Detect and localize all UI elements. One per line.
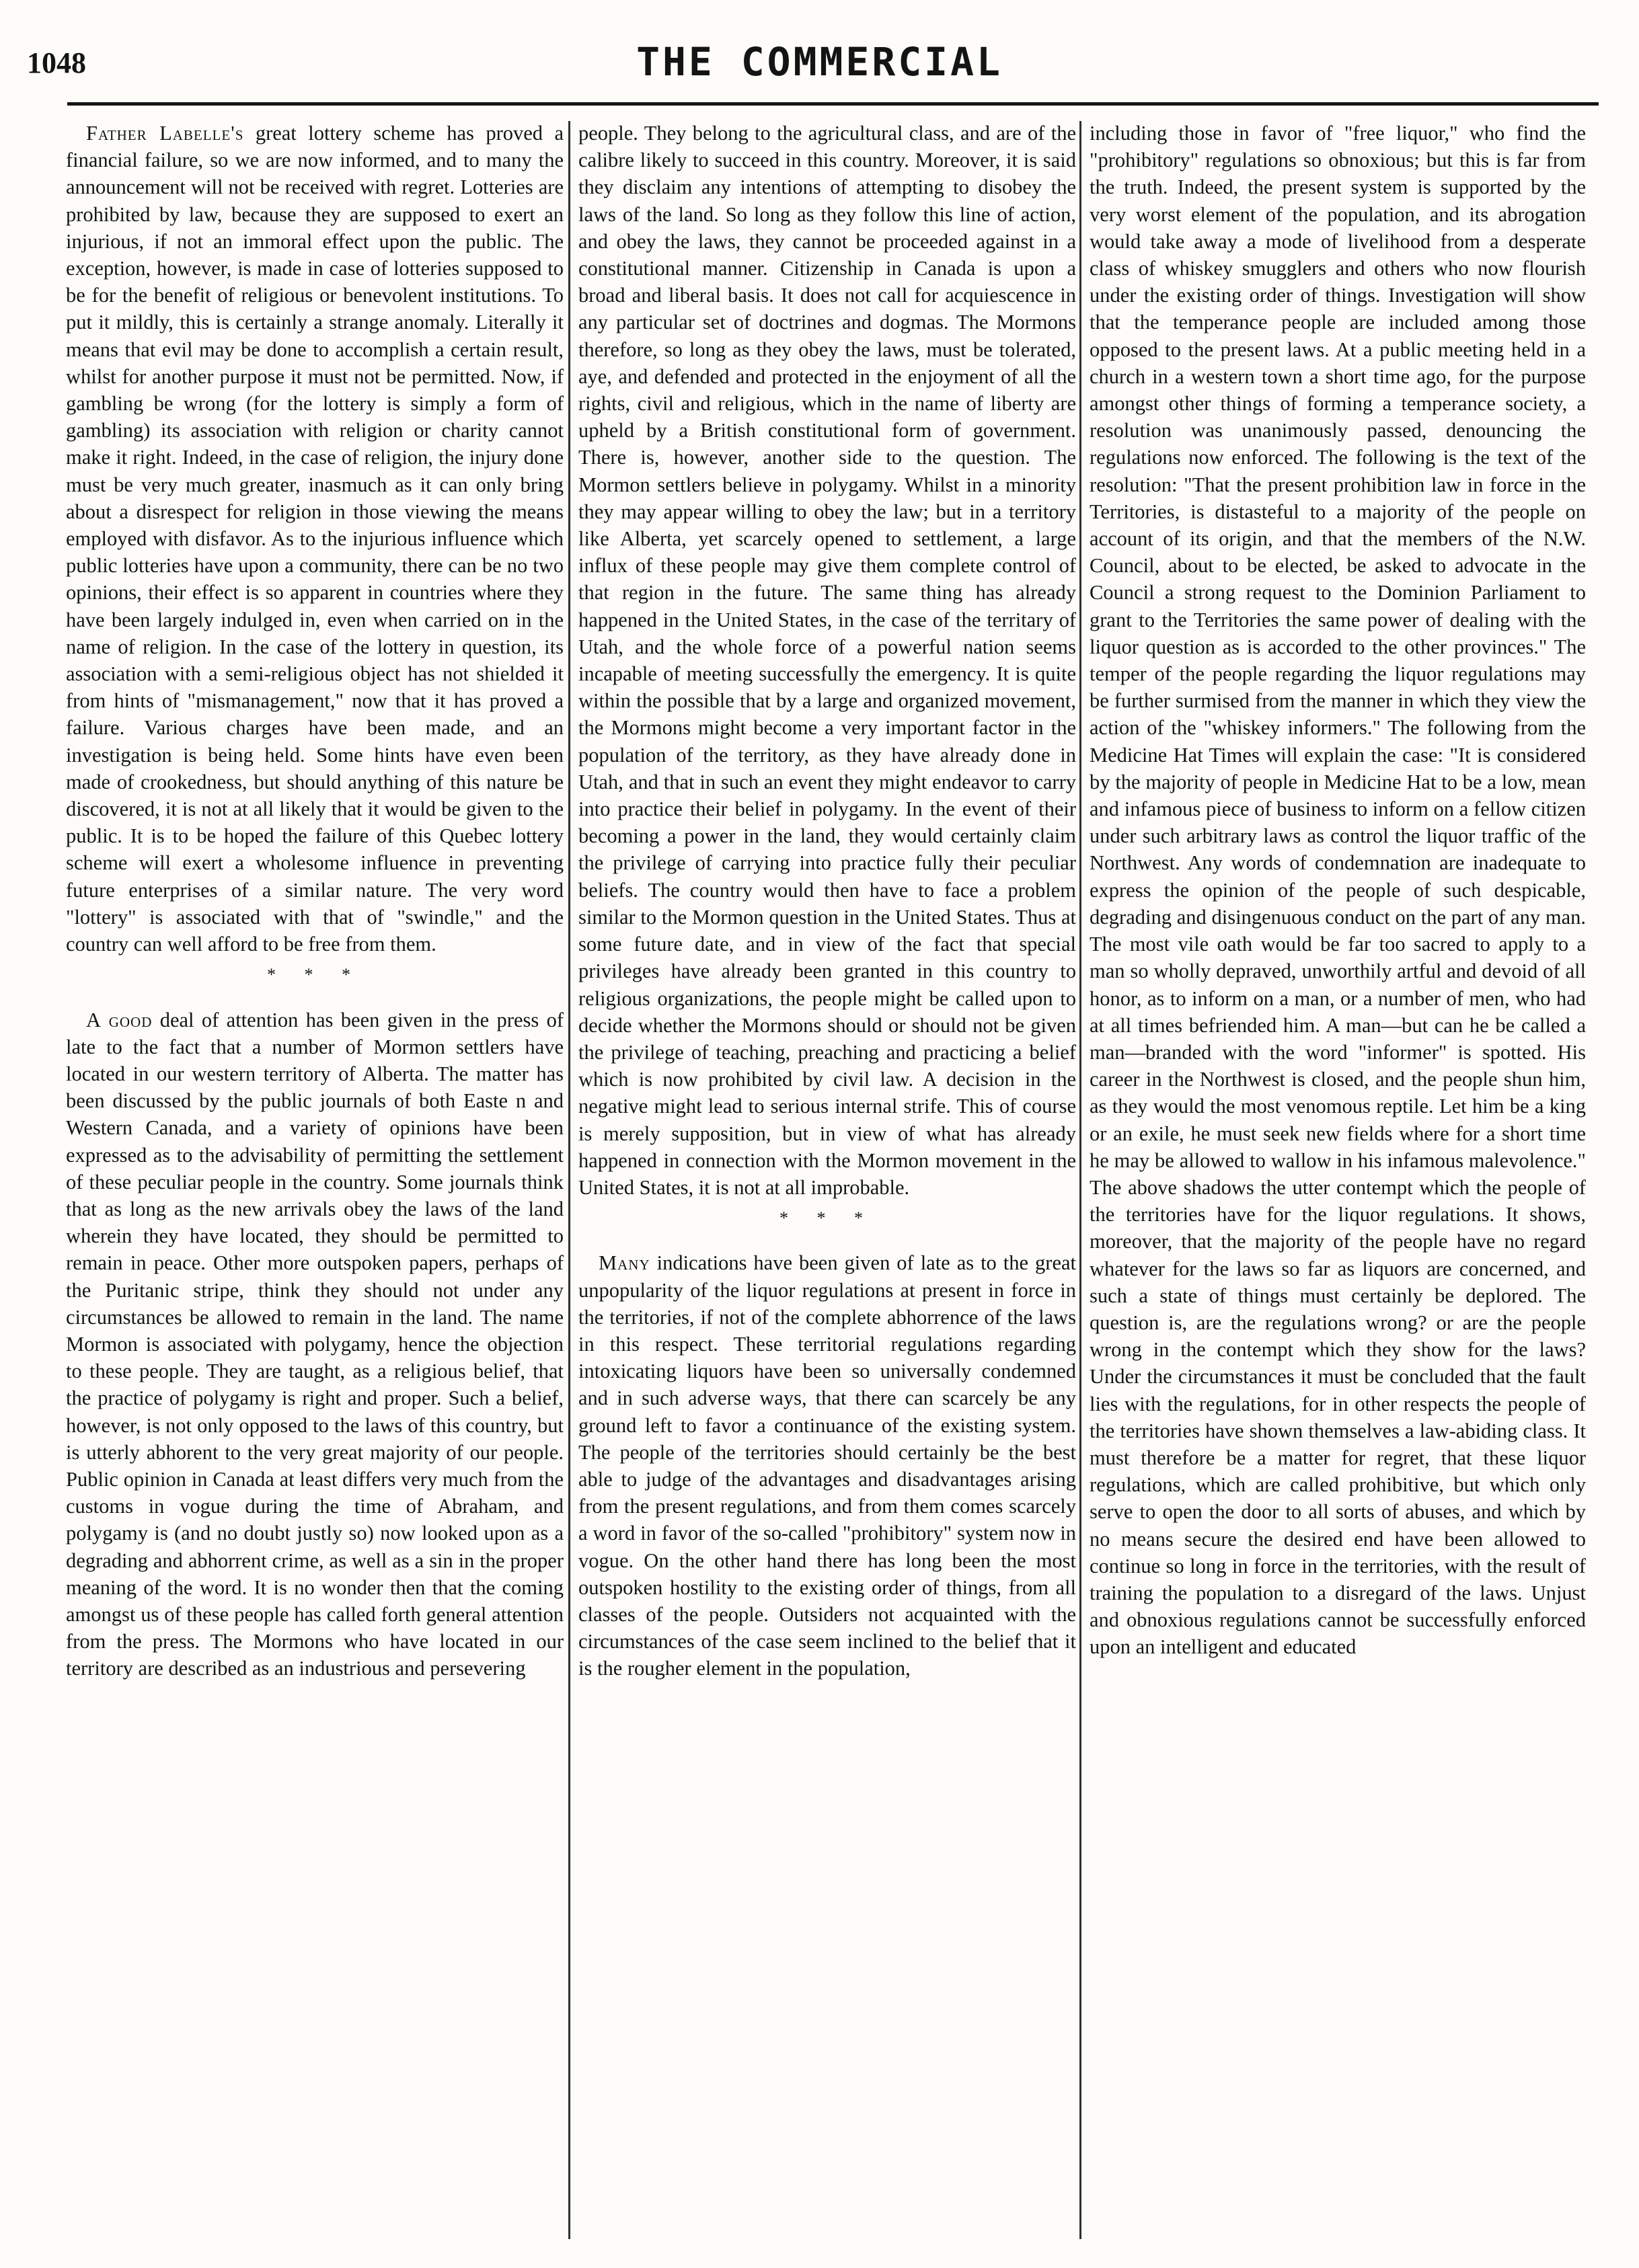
article-lead: Many bbox=[599, 1251, 650, 1275]
column-rule bbox=[568, 121, 570, 2239]
column-3 bbox=[1090, 120, 1586, 1661]
article-lottery bbox=[66, 120, 564, 957]
article-liquor bbox=[578, 1249, 1076, 1682]
article-body: deal of attention has been given in the press of late to the fact that a number of Mormon settlers have located in our western territory of Alberta. The matter has been discussed by the public journals of both Easte n and Western Canada, and a variety of opinions have been expressed as to the advisability of permitting the settlement of these peculiar people in the country. Some journals think that as long as the new arrivals obey the laws of the land wherein they have located, they should be permitted to remain in peace. Other more outspoken papers, perhaps of the Puritanic stripe, think they should not under any circumstances be allowed to remain in the land. The name Mormon is associated with polygamy, hence the objection to these people. They are taught, as a religious belief, that the practice of polygamy is right and proper. Such a belief, however, is not only opposed to the laws of this country, but is utterly abhorent to the very great majority of our people. Public opinion in Canada at least differs very much from the customs in vogue during the time of Abraham, and polygamy is (and no doubt justly so) now looked upon as a degrading and abhorrent crime, as well as a sin in the proper meaning of the word. It is no wonder then that the coming amongst us of these people has called forth general attention from the press. The Mormons who have located in our territory are described as an industrious and persevering bbox=[66, 1008, 564, 1680]
column-2 bbox=[578, 120, 1076, 1682]
article-mormons bbox=[66, 1007, 564, 1682]
section-separator: * * * bbox=[779, 1208, 875, 1228]
column-1 bbox=[66, 120, 564, 1682]
page-number: 1048 bbox=[27, 46, 86, 79]
article-lead: A good bbox=[86, 1008, 153, 1031]
article-liquor-continued: including those in favor of "free liquor," who find the "prohibitory" regulations so obnoxious; but this is far from the truth. Indeed, the present system is supported by the very worst element of the population, and its abrogation would take away a mode of livelihood from a desperate class of whiskey smugglers and others who now flourish under the existing order of things. Investigation will show that the temperance people are included among those opposed to the present laws. At a public meeting held in a church in a western town a short time ago, for the purpose amongst other things of forming a temperance society, a resolution was unanimously passed, denouncing the regulations now enforced. The following is the text of the resolution: "That the present prohibition law in force in the Territories, is distasteful to a majority of the people on account of its origin, and that the members of the N.W. Council, about to be elected, be asked to advocate in the Council a strong request to the Dominion Parliament to grant to the Territories the same power of dealing with the liquor question as is accorded to the other provinces." The temper of the people regarding the liquor regulations may be further surmised from the manner in which they view the action of the "whiskey informers." The following from the Medicine Hat Times will explain the case: "It is considered by the majority of people in Medicine Hat to be a low, mean and infamous piece of business to inform on a fellow citizen under such arbitrary laws as control the liquor traffic of the Northwest. Any words of condemnation are inadequate to express the opinion of the people of such despicable, degrading and disingenuous conduct on the part of any man. The most vile oath would be far too sacred to apply to a man so wholly depraved, unworthily artful and devoid of all honor, as to inform on a man, or a number of men, who had at all times befriended him. A man—but can he be called a man—branded with the word "informer" is spotted. His career in the Northwest is closed, and the people shun him, as they would the most venomous reptile. Let him be a king or an exile, he must seek new fields where for a short time he may be allowed to wallow in his infamous malevolence." The above shadows the utter contempt which the people of the territories have for the liquor regulations. It shows, moreover, that the majority of the people have no regard whatever for the laws so far as liquors are concerned, and such a state of things must certainly be deplored. The question is, are the regulations wrong? or are the people wrong in the contempt which they show for the laws? Under the circumstances it must be concluded that the fault lies with the regulations, for in other respects the people of the territories have shown themselves a law-abiding class. It must therefore be a matter for regret, that these liquor regulations, which are called prohibitive, but which only serve to open the door to all sorts of abuses, and which by no means secure the desired end have been allowed to continue so long in force in the territories, with the result of training the population to a disregard of the laws. Unjust and obnoxious regulations cannot be successfully enforced upon an intelligent and educated bbox=[1090, 122, 1586, 1659]
article-body: indications have been given of late as to the great unpopularity of the liquor regulations at present in force in the territories, if not of the complete abhorrence of the laws in this respect. These territorial regulations regarding intoxicating liquors have been so universally condemned and in such adverse ways, that there can scarcely be any ground left to favor a continuance of the existing system. The people of the territories should certainly be the best able to judge of the advantages and disadvantages arising from the present regulations, and from them comes scarcely a word in favor of the so-called "prohibitory" system now in vogue. On the other hand there has long been the most outspoken hostility to the existing order of things, from all classes of the people. Outsiders not acquainted with the circumstances of the case seem inclined to the belief that it is the rougher element in the population, bbox=[578, 1251, 1076, 1680]
article-lead: Father Labelle's bbox=[86, 122, 244, 145]
masthead-title: THE COMMERCIAL bbox=[636, 39, 1003, 85]
article-body: great lottery scheme has proved a financial failure, so we are now informed, and to many the announcement will not be received with regret. Lotteries are prohibited by law, because they are supposed to exert an injurious, if not an immoral effect upon the public. The exception, however, is made in case of lotteries supposed to be for the benefit of religious or benevolent institutions. To put it mildly, this is certainly a strange anomaly. Literally it means that evil may be done to accomplish a certain result, whilst for another purpose it must not be permitted. Now, if gambling be wrong (for the lottery is simply a form of gambling) its association with religion or charity cannot make it right. Indeed, in the case of religion, the injury done must be very much greater, inasmuch as it can only bring about a disrespect for religion in those viewing the means employed with disfavor. As to the injurious influence which public lotteries have upon a community, there can be no two opinions, their effect is so apparent in countries where they have been largely indulged in, even when carried on in the name of religion. In the case of the lottery in question, its association with a semi-religious object has not shielded it from hints of "mismanagement," now that it has proved a failure. Various charges have been made, and an investigation is being held. Some hints have even been made of crookedness, but should anything of this nature be discovered, it is not at all likely that it would be given to the public. It is to be hoped the failure of this Quebec lottery scheme will exert a wholesome influence in preventing future enterprises of a similar nature. The very word "lottery" is associated with that of "swindle," and the country can well afford to be free from them. bbox=[66, 122, 564, 956]
article-mormons-continued: people. They belong to the agricultural class, and are of the calibre likely to succeed in this country. Moreover, it is said they disclaim any intentions of attempting to disobey the laws of the land. So long as they follow this line of action, and obey the laws, they cannot be proceeded against in a constitutional manner. Citizenship in Canada is upon a broad and liberal basis. It does not call for acquiescence in any particular set of doctrines and dogmas. The Mormons therefore, so long as they obey the laws, must be tolerated, aye, and defended and protected in the enjoyment of all the rights, civil and religious, which in the name of liberty are upheld by a British constitutional form of government. There is, however, another side to the question. The Mormon settlers believe in polygamy. Whilst in a minority they may appear willing to obey the law; but in a territory like Alberta, yet scarcely opened to settlement, a large influx of these people may give them complete control of that region in the future. The same thing has already happened in the United States, in the case of the territary of Utah, and the whole force of a powerful nation seems incapable of meeting successfully the emergency. It is quite within the possible that by a large and organized movement, the Mormons might become a very important factor in the population of the territory, as they have already done in Utah, and that in such an event they might endeavor to carry into practice their belief in polygamy. In the event of their becoming a power in the land, they would certainly claim the privilege of carrying into practice fully their peculiar beliefs. The country would then have to face a problem similar to the Mormon question in the United States. Thus at some future date, and in view of the fact that special privileges have already been granted in this country to religious organizations, the people might be called upon to decide whether the Mormons should or should not be given the privilege of teaching, preaching and practicing a belief which is now prohibited by civil law. A decision in the negative might lead to serious internal strife. This of course is merely supposition, but in view of what has already happened in connection with the Mormon movement in the United States, it is not at all improbable. bbox=[578, 122, 1076, 1199]
column-rule bbox=[1079, 121, 1081, 2239]
header-rule bbox=[67, 102, 1599, 106]
section-separator: * * * bbox=[267, 965, 363, 985]
